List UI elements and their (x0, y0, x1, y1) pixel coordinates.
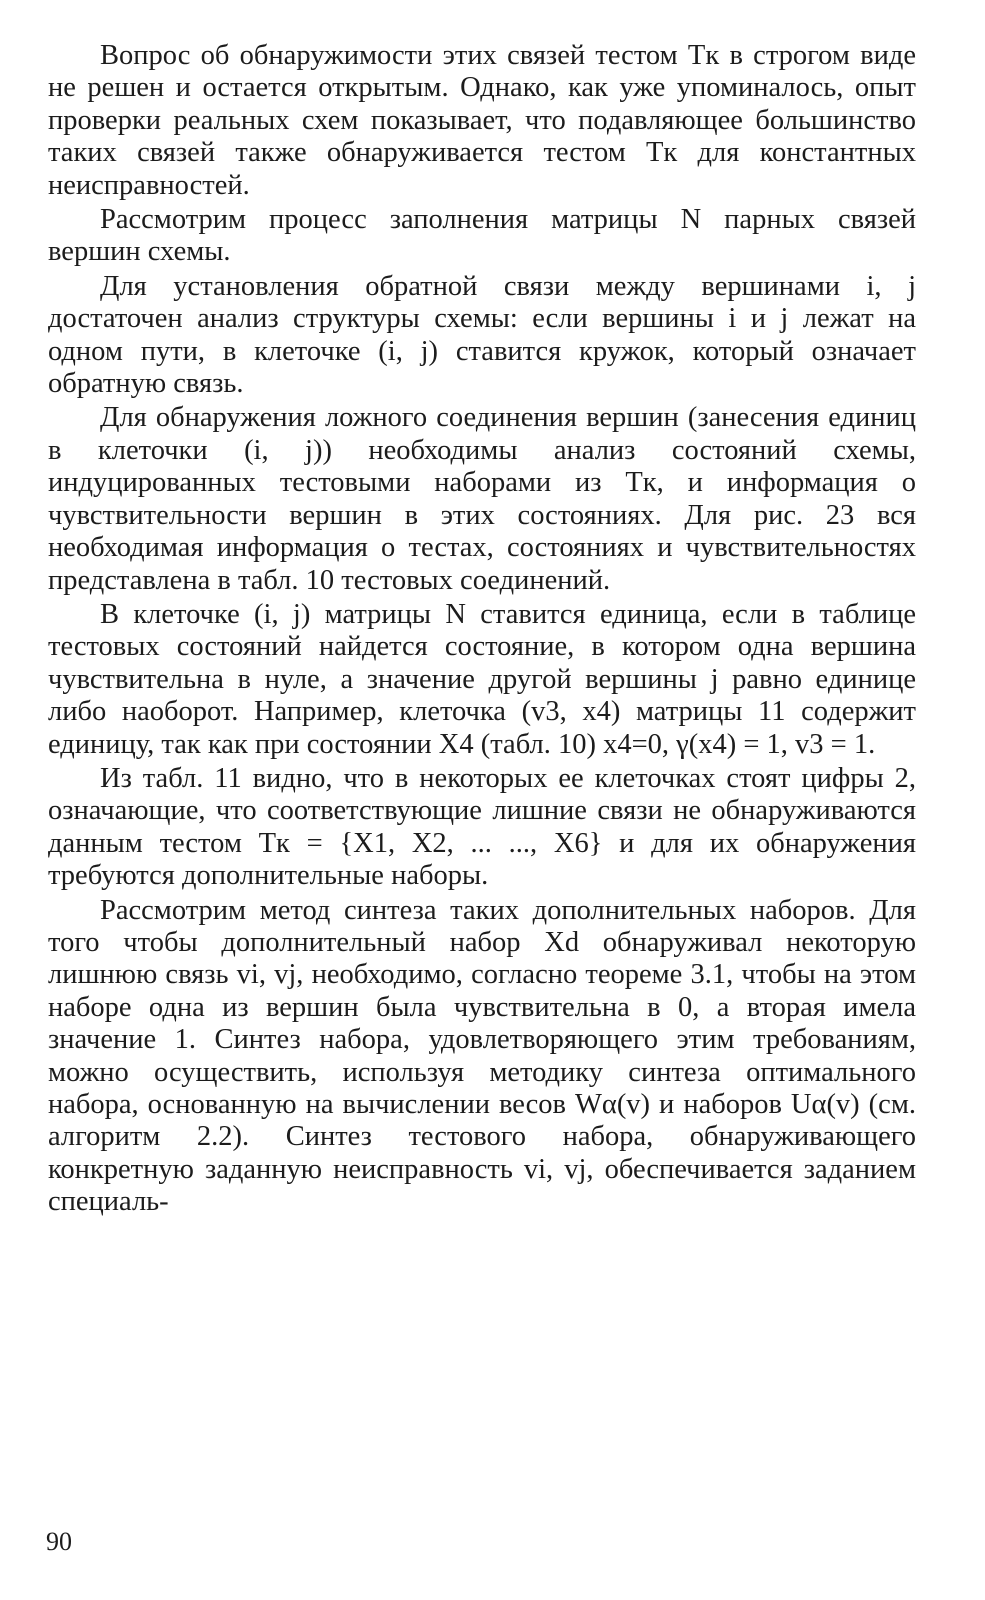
page-number: 90 (46, 1527, 72, 1556)
paragraph-3: Для установления обратной связи между вершинами i, j достаточен анализ структуры схемы: если вершины i и j лежат на одном пути, в клеточке (i, j) ставится кружок, который означает обратную связь. (48, 270, 916, 400)
paragraph-5: В клеточке (i, j) матрицы N ставится единица, если в таблице тестовых состояний найдется состояние, в котором одна вершина чувствительна в нуле, а значение другой вершины j равно единице либо наоборот. Например, клеточка (v3, x4) матрицы 11 содержит единицу, так как при состоянии X4 (табл. 10) x4=0, γ(x4) = 1, v3 = 1. (48, 598, 916, 760)
paragraph-2: Рассмотрим процесс заполнения матрицы N парных связей вершин схемы. (48, 204, 916, 268)
paragraph-4: Для обнаружения ложного соединения вершин (занесения единиц в клеточки (i, j)) необходимы анализ состояний схемы, индуцированных тестовыми наборами из Tк, и информация о чувствительности вершин в этих состояниях. Для рис. 23 вся необходимая информация о тестах, состояниях и чувствительностях представлена в табл. 10 тестовых соединений. (48, 402, 916, 596)
page-body (48, 40, 916, 1219)
paragraph-1: Вопрос об обнаружимости этих связей тестом Tк в строгом виде не решен и остается открытым. Однако, как уже упоминалось, опыт проверки реальных схем показывает, что подавляющее большинство таких связей также обнаруживается тестом Tк для константных неисправностей. (48, 40, 916, 201)
paragraph-7: Рассмотрим метод синтеза таких дополнительных наборов. Для того чтобы дополнительный набор Xd обнаруживал некоторую лишнюю связь vi, vj, необходимо, согласно теореме 3.1, чтобы на этом наборе одна из вершин была чувствительна в 0, а вторая имела значение 1. Синтез набора, удовлетворяющего этим требованиям, можно осуществить, используя методику синтеза оптимального набора, основанную на вычислении весов Wα(v) и наборов Uα(v) (см. алгоритм 2.2). Синтез тестового набора, обнаруживающего конкретную заданную неисправность vi, vj, обеспечивается заданием специаль- (48, 894, 916, 1218)
paragraph-6: Из табл. 11 видно, что в некоторых ее клеточках стоят цифры 2, означающие, что соответствующие лишние связи не обнаруживаются данным тестом Tк = {X1, X2, ... ..., X6} и для их обнаружения требуются дополнительные наборы. (48, 762, 916, 892)
